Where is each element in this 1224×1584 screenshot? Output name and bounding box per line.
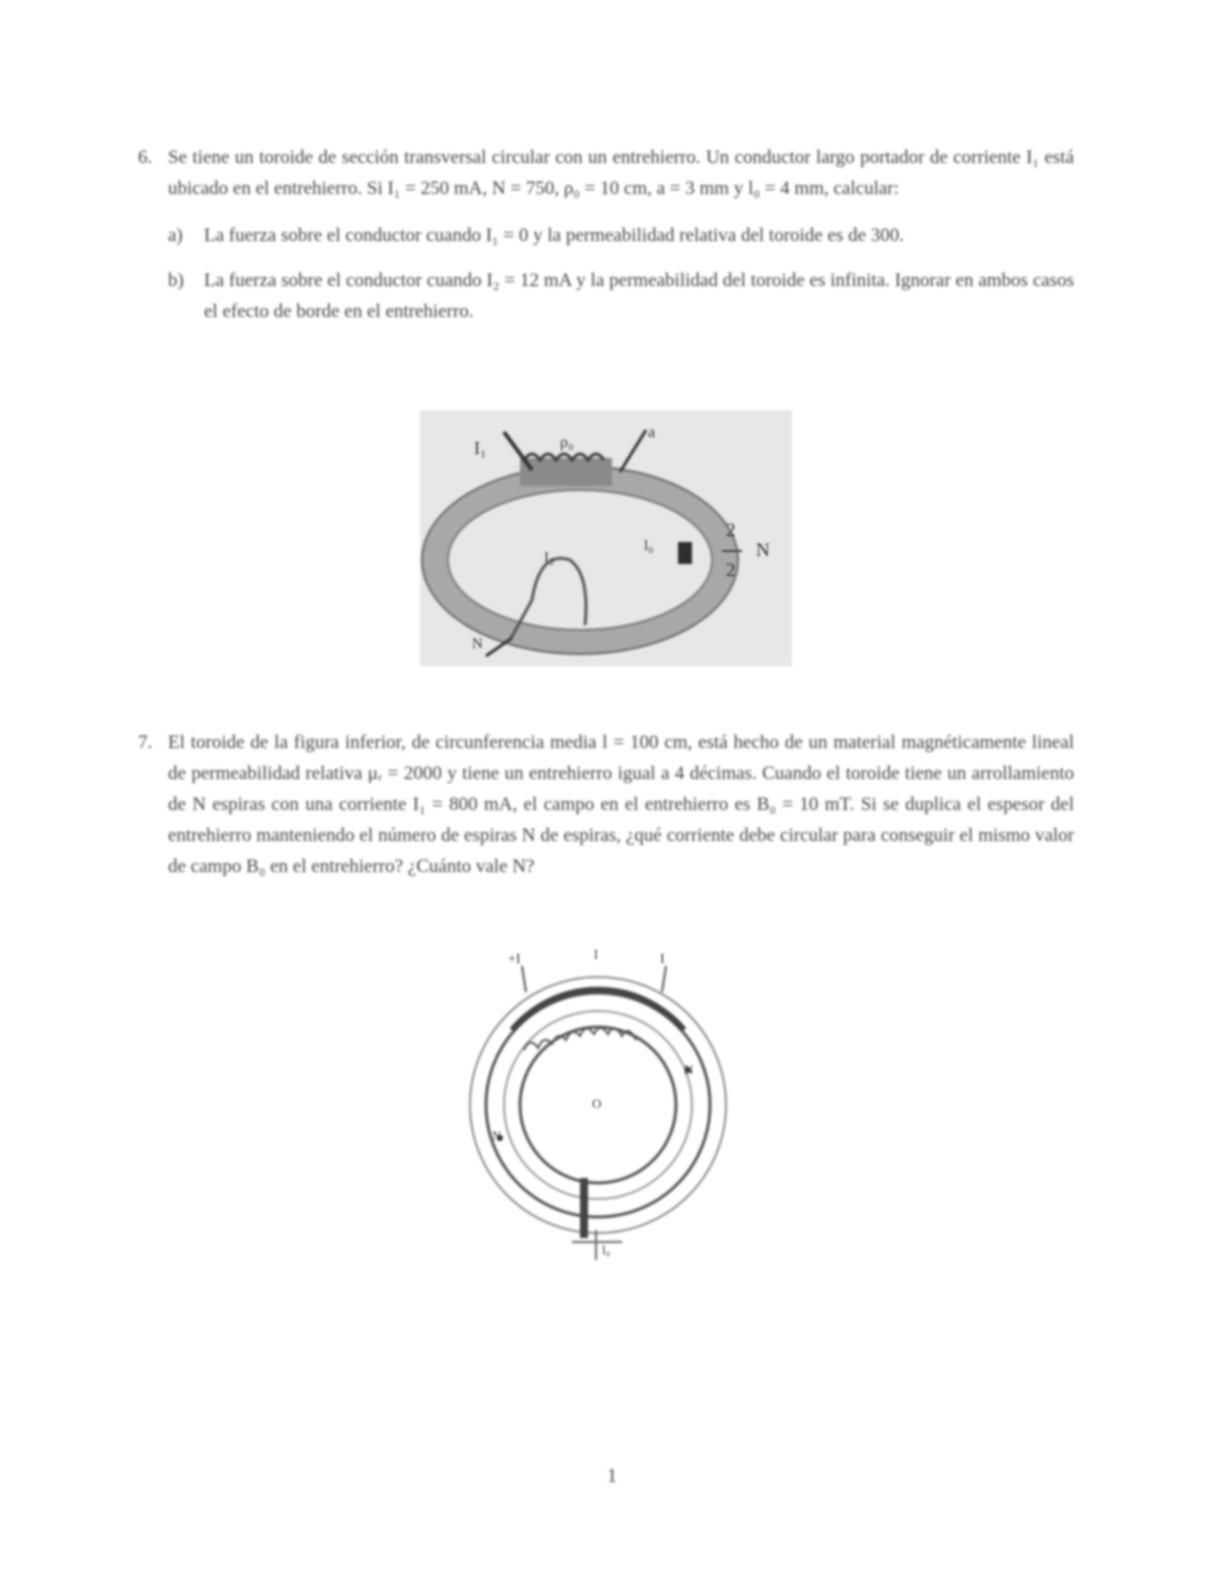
figure-label: l₀ — [644, 538, 654, 554]
fraction-numerator: 2 — [726, 520, 736, 541]
list-item — [168, 220, 1074, 251]
figure-label: I₁ — [474, 438, 487, 458]
item-label: b) — [168, 270, 184, 291]
figure-label: l₀ — [602, 1242, 611, 1257]
figure-label: I — [660, 952, 665, 967]
figure-label: ρ₀ — [560, 434, 574, 451]
fraction-denominator: 2 — [726, 560, 736, 581]
figure-label: l — [594, 948, 598, 963]
item-text: La fuerza sobre el conductor cuando I₁ = 0 y la permeabilidad relativa del toroide es de 300. — [204, 225, 905, 246]
figure-label: O — [592, 1096, 602, 1111]
figure-label: I₂ — [544, 550, 555, 566]
problem-6 — [138, 142, 1074, 341]
page-number: 1 — [607, 1465, 617, 1487]
list-item — [168, 265, 1074, 327]
toroid-figure-2 — [462, 930, 742, 1270]
problem-text: Se tiene un toroide de sección transversal circular con un entrehierro. Un conductor largo portador de corriente I₁ está ubicado en el entrehierro. Si I₁ = 250 mA, N = 750, ρ₀ = 10 cm, a = 3 mm y l₀ = 4 mm, calcular: — [168, 147, 1074, 199]
problem-text: El toroide de la figura inferior, de circunferencia media l = 100 cm, está hecho de un material magnéticamente lineal de permeabilidad relativa μᵣ = 2000 y tiene un entrehierro igual a 4 décimas. Cuando el toroide tiene un arrollamiento de N espiras con una corriente I₁ = 800 mA, el campo en el entrehierro es B₀ = 10 mT. Si se duplica el espesor del entrehierro manteniendo el número de espiras N de espiras, ¿qué corriente debe circular para conseguir el mismo valor de campo B₀ en el entrehierro? ¿Cuánto vale N? — [168, 732, 1074, 877]
problem-items — [168, 220, 1074, 327]
figure-label: N — [684, 1062, 694, 1077]
figure-label: a — [648, 424, 656, 441]
figure-label: +I — [508, 952, 521, 967]
gap-fraction-label — [720, 520, 790, 600]
figure-label: N — [492, 1128, 502, 1143]
problem-7 — [138, 727, 1074, 882]
item-label: a) — [168, 225, 183, 246]
figure-label: N — [472, 636, 483, 652]
problem-number: 7. — [138, 732, 153, 753]
item-text: La fuerza sobre el conductor cuando I₂ = 12 mA y la permeabilidad del toroide es infinita. Ignorar en ambos casos el efecto de borde en el entrehierro. — [204, 270, 1074, 322]
fraction-bar — [722, 550, 742, 552]
problem-number: 6. — [138, 147, 153, 168]
figure-label: N — [756, 540, 770, 561]
